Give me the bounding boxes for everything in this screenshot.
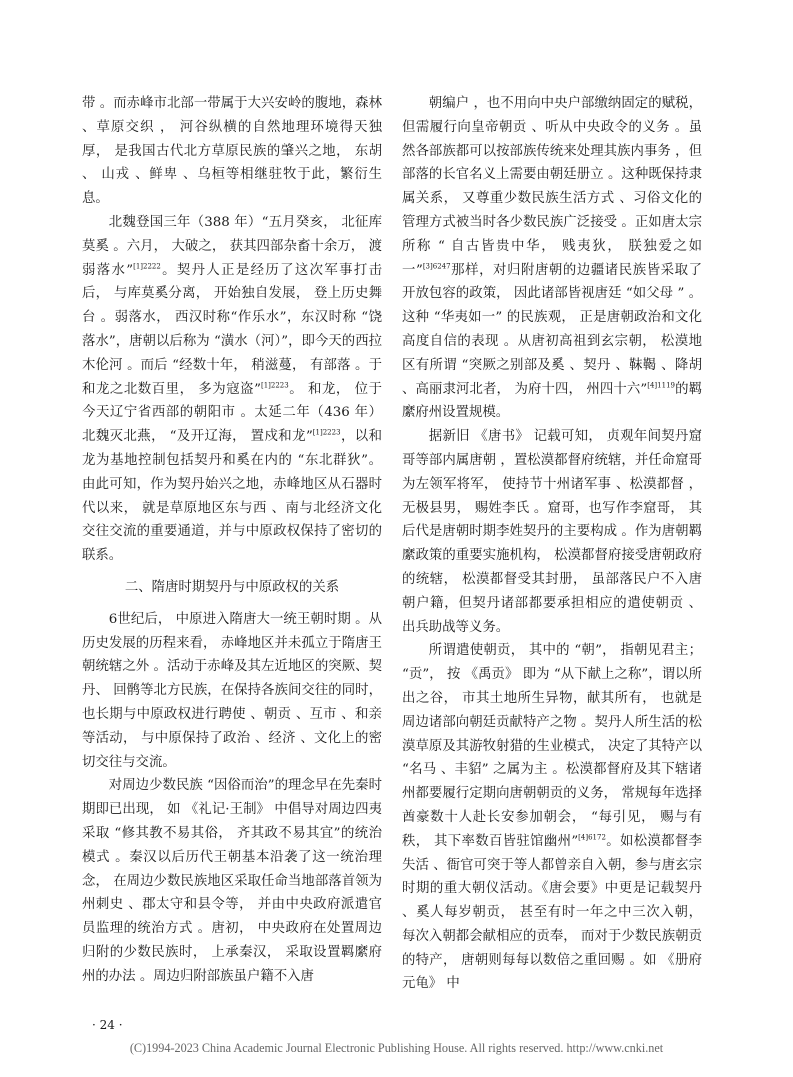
- paragraph: [82, 211, 382, 568]
- text-run: 据新旧 《唐书》 记载可知， 贞观年间契丹窟哥等部内属唐朝 ，置松漠都督府统辖，并任命窟哥为左领军将军， 使持节十州诸军事 、松漠都督 ，无极县男， 赐姓李氏 。窟哥，也写作李窟哥， 其后代是唐朝时期李姓契丹的主要构成 。作为唐朝羁縻政策的重要实施机构， 松漠都督府接受唐朝政府的统辖， 松漠都督受其封册， 虽部落民户不入唐朝户籍，但契丹诸部都要承担相应的遣使朝贡 、 出兵助战等义务。: [402, 429, 702, 635]
- section-heading: [82, 576, 382, 600]
- text-run: 所谓遣使朝贡， 其中的 “朝”， 指朝见君主； “贡”， 按 《禹贡》 即为 “从下献上之称”，谓以所出之谷， 市其土地所生异物，献其所有， 也就是周边诸部向朝廷贡献特产之物 。契丹人所生活的松漠草原及其游牧射猎的生业模式， 决定了其特产以 “名马 、丰貂” 之属为主 。松漠都督府及其下辖诸州都要履行定期向唐朝朝贡的义务， 常规每年选择酋豪数十人赴长安参加朝会， “每引见， 赐与有秩， 其下率数百皆驻馆幽州”: [402, 643, 702, 849]
- text-run: 二、隋唐时期契丹与中原政权的关系: [124, 579, 340, 595]
- text-run: 朝编户 ，也不用向中央户部缴纳固定的赋税，但需履行向皇帝朝贡 、听从中央政令的义务 。虽然各部族都可以按部族传统来处理其族内事务 ，但部落的长官名义上需要由朝廷册立 。这种既保持隶属关系， 又尊重少数民族生活方式 、习俗文化的管理方式被当时各少数民族广泛接受 。正如唐太宗所称 “ 自古皆贵中华， 贱夷狄， 朕独爱之如一”: [402, 96, 702, 278]
- text-run: 北魏登国三年（388 年）“五月癸亥， 北征库莫奚 。六月， 大破之， 获其四部杂畜十余万， 渡弱落水”: [82, 214, 382, 278]
- text-run: 对周边少数民族 “因俗而治”的理念早在先秦时期即已出现， 如 《礼记·王制》 中倡导对周边四夷采取 “修其教不易其俗， 齐其政不易其宜”的统治模式 。秦汉以后历代王朝基本沿袭了这一统治理念， 在周边少数民族地区采取任命当地部落首领为州刺史 、郡太守和县令等， 并由中央政府派遣官员监理的统治方式 。唐初， 中央政府在处置周边归附的少数民族时， 上承秦汉， 采取设置羁縻府州的办法 。周边归附部族虽户籍不入唐: [82, 778, 382, 984]
- paragraph: [402, 425, 702, 639]
- text-run: 6世纪后， 中原进入隋唐大一统王朝时期 。从历史发展的历程来看， 赤峰地区并未孤立于隋唐王朝统辖之外 。活动于赤峰及其左近地区的突厥、契丹、 回鹘等北方民族，在保持各族间交往的同时， 也长期与中原政权进行聘使 、朝贡 、互市 、和亲等活动， 与中原保持了政治 、经济 、文化上的密切交往与交流。: [82, 611, 382, 770]
- paragraph: [82, 774, 382, 988]
- paragraph: [82, 92, 382, 211]
- text-run: 。如松漠都督李失活 、衙官可突于等人都曾亲自入朝，参与唐玄宗时期的重大朝仪活动。《唐会要》中更是记载契丹 、奚人每岁朝贡， 甚至有时一年之中三次入朝， 每次入朝都会献相应的贡奉， 而对于少数民族朝贡的特产， 唐朝则每每以数倍之重回赐 。如 《册府元龟》 中: [402, 833, 702, 992]
- text-run: 。 和龙， 位于今天辽宁省西部的朝阳市 。太延二年（436 年）北魏灭北燕， “及开辽海， 置戍和龙”: [82, 381, 382, 445]
- citation-ref: [4]6172: [578, 833, 606, 842]
- right-column: [402, 92, 702, 996]
- text-run: 带 。而赤峰市北部一带属于大兴安岭的腹地，森林 、草原交织 ， 河谷纵横的自然地理环境得天独厚， 是我国古代北方草原民族的肇兴之地， 东胡 、 山戎 、鲜卑 、乌桓等相继驻牧于此，繁衍生息。: [82, 96, 382, 207]
- citation-ref: [1]2223: [312, 428, 341, 437]
- paragraph: [402, 92, 702, 425]
- text-run: 的羁縻府州设置规模。: [402, 381, 703, 421]
- citation-ref: [1]2223: [260, 381, 289, 390]
- page-number: · 24 ·: [92, 1018, 123, 1032]
- copyright-footer: (C)1994-2023 China Academic Journal Electronic Publishing House. All rights reserved. http://www.cnki.net: [129, 1041, 664, 1055]
- text-run: 。契丹人正是经历了这次军事打击后， 与库莫奚分离， 开始独自发展， 登上历史舞台 。弱落水， 西汉时称“作乐水”，东汉时称 “饶落水”，唐朝以后称为 “潢水（河）”，即今天的西拉木伦河 。而后 “经数十年， 稍滋蔓， 有部落 。于和龙之北数百里， 多为寇盗”: [82, 262, 382, 397]
- citation-ref: [3]6247: [422, 262, 451, 271]
- text-run: 那样，对归附唐朝的边疆诸民族皆采取了开放包容的政策， 因此诸部皆视唐廷 “如父母 ” 。这种 “华夷如一” 的民族观， 正是唐朝政治和文化高度自信的表现 。从唐初高祖到玄宗朝， 松漠地区有所谓 “突厥之别部及奚 、契丹 、靺鞨 、降胡 、高丽隶河北者， 为府十四， 州四十六”: [402, 262, 702, 397]
- text-run: ，以和龙为基地控制包括契丹和奚在内的 “东北群狄”。 由此可知，作为契丹始兴之地，赤峰地区从石器时代以来， 就是草原地区东与西 、南与北经济文化交往交流的重要通道，并与中原政权保持了密切的联系。: [82, 429, 382, 564]
- citation-ref: [1]2222: [133, 262, 161, 271]
- paragraph: [82, 608, 382, 775]
- left-column: [82, 92, 382, 988]
- citation-ref: [4]1119: [647, 381, 675, 390]
- paragraph: [402, 639, 702, 996]
